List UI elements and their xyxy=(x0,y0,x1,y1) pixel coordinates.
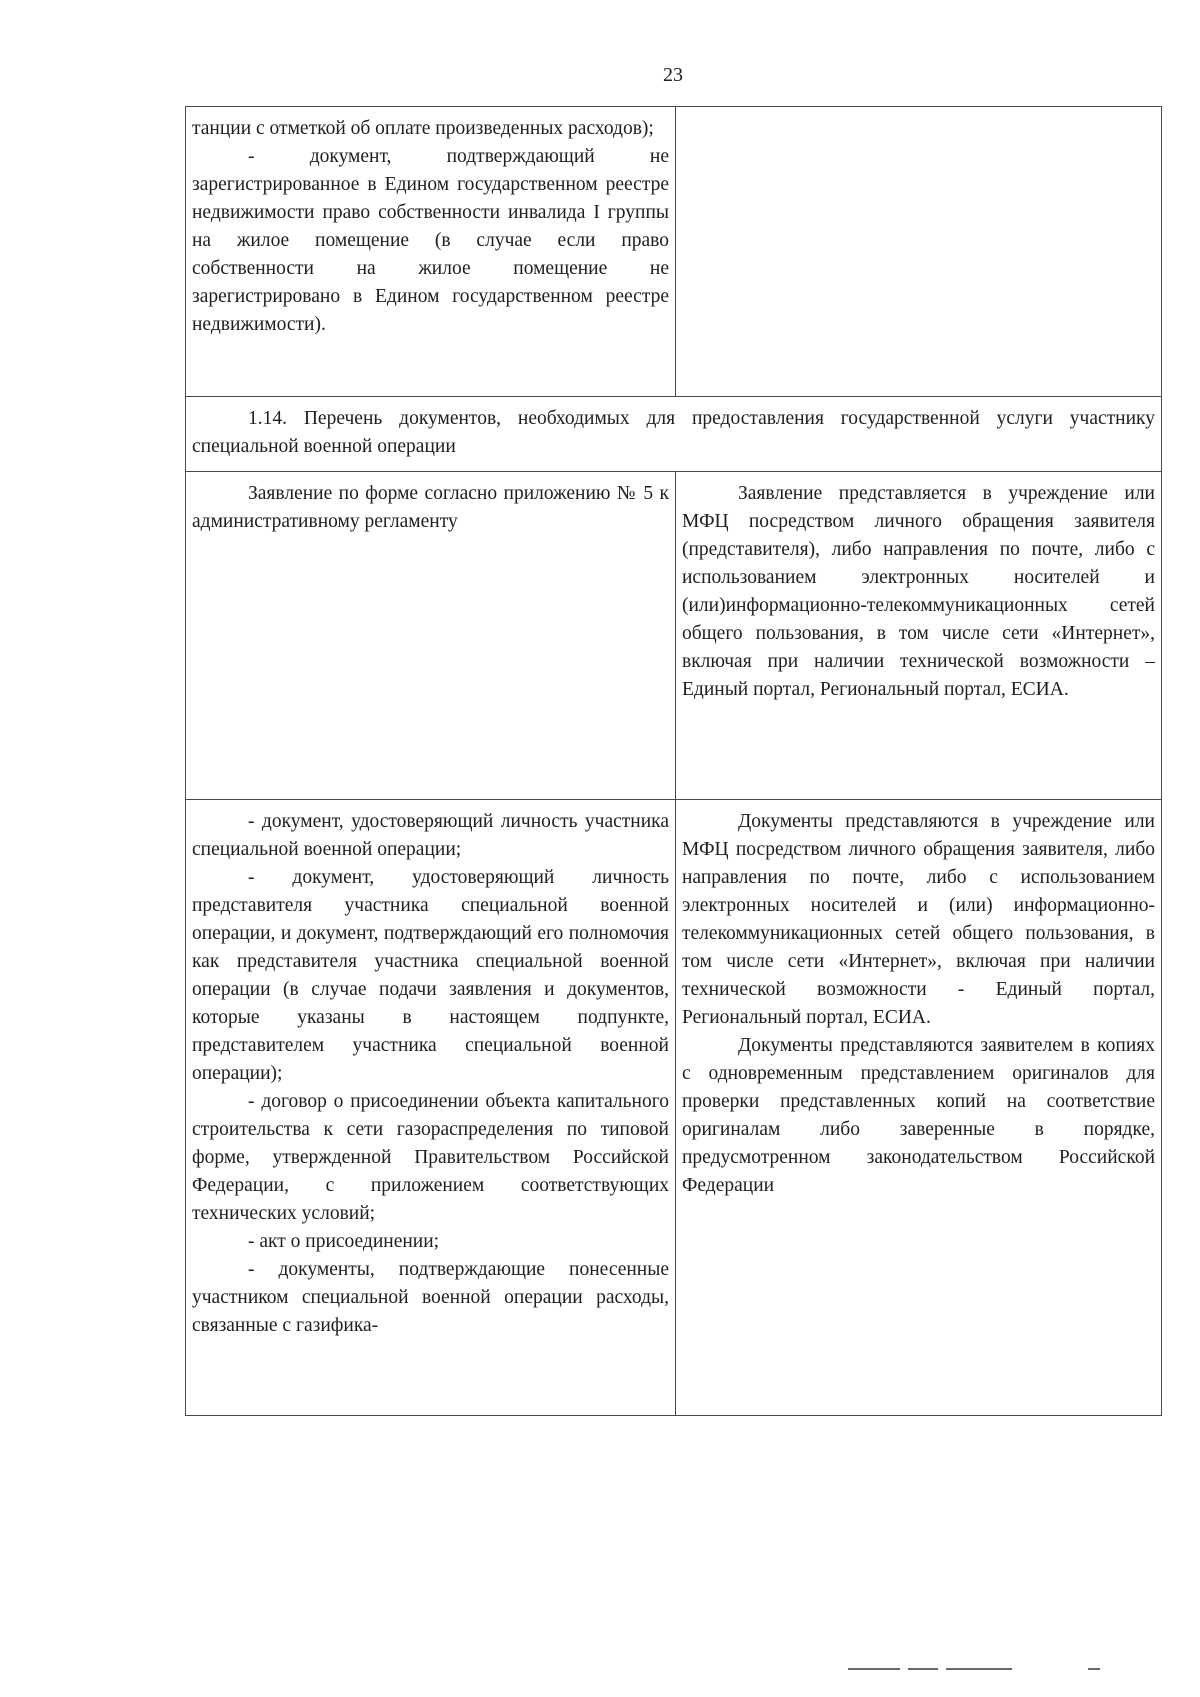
row4-right-cell xyxy=(676,800,1162,1416)
row4-left-para-2: - документ, удостоверяющий личность представителя участника специальной военной операции, и документ, подтверждающий его полномочия как представителя участника специальной военной операции (в случае подачи заявления и документов, которые указаны в настоящем подпункте, представителем участника специальной военной операции); xyxy=(192,867,669,1084)
row1-left-para-1: танции с отметкой об оплате произведенных расходов); xyxy=(192,118,654,139)
table-row xyxy=(186,800,1162,1416)
row3-right-para-1: Заявление представляется в учреждение или МФЦ посредством личного обращения заявителя (представителя), либо направления по почте, либо с использованием электронных носителей и (или)информационно-телекоммуникационных сетей общего пользования, в том числе сети «Интернет», включая при наличии технической возможности – Единый портал, Региональный портал, ЕСИА. xyxy=(682,483,1155,700)
table-row xyxy=(186,472,1162,800)
row3-left-cell xyxy=(186,472,676,800)
table-row-heading xyxy=(186,397,1162,472)
scan-mark xyxy=(946,1668,1012,1670)
section-heading: 1.14. Перечень документов, необходимых для предоставления государственной услуги участнику специальной военной операции xyxy=(192,408,1155,457)
documents-table xyxy=(185,106,1162,1416)
row4-left-para-3: - договор о присоединении объекта капитального строительства к сети газораспределения по типовой форме, утвержденной Правительством Российской Федерации, с приложением соответствующих технических условий; xyxy=(192,1091,669,1224)
row4-left-para-1: - документ, удостоверяющий личность участника специальной военной операции; xyxy=(192,811,669,860)
row4-left-para-4: - акт о присоединении; xyxy=(248,1231,440,1252)
page-number-text: 23 xyxy=(663,64,683,86)
table-row xyxy=(186,107,1162,397)
page-number xyxy=(0,64,1200,87)
row1-left-para-2: - документ, подтверждающий не зарегистрированное в Едином государственном реестре недвижимости право собственности инвалида I группы на жилое помещение (в случае если право собственности на жилое помещение не зарегистрировано в Едином государственном реестре недвижимости). xyxy=(192,146,669,335)
row3-right-cell xyxy=(676,472,1162,800)
scan-mark xyxy=(908,1668,938,1670)
row1-right-cell xyxy=(676,107,1162,397)
footer-scan-marks xyxy=(848,1668,1108,1670)
row1-left-cell xyxy=(186,107,676,397)
section-heading-cell xyxy=(186,397,1162,472)
row4-left-cell xyxy=(186,800,676,1416)
row4-right-para-2: Документы представляются заявителем в копиях с одновременным представлением оригиналов для проверки представленных копий на соответствие оригиналам либо заверенные в порядке, предусмотренном законодательством Российской Федерации xyxy=(682,1035,1155,1196)
scan-mark xyxy=(848,1668,900,1670)
row4-left-para-5: - документы, подтверждающие понесенные участником специальной военной операции расходы, связанные с газифика- xyxy=(192,1259,669,1336)
scan-mark xyxy=(1088,1668,1100,1670)
row4-right-para-1: Документы представляются в учреждение или МФЦ посредством личного обращения заявителя, либо направления по почте, либо с использованием электронных носителей и (или) информационно-телекоммуникационных сетей общего пользования, в том числе сети «Интернет», включая при наличии технической возможности - Единый портал, Региональный портал, ЕСИА. xyxy=(682,811,1155,1028)
row3-left-para-1: Заявление по форме согласно приложению № 5 к административному регламенту xyxy=(192,483,669,532)
